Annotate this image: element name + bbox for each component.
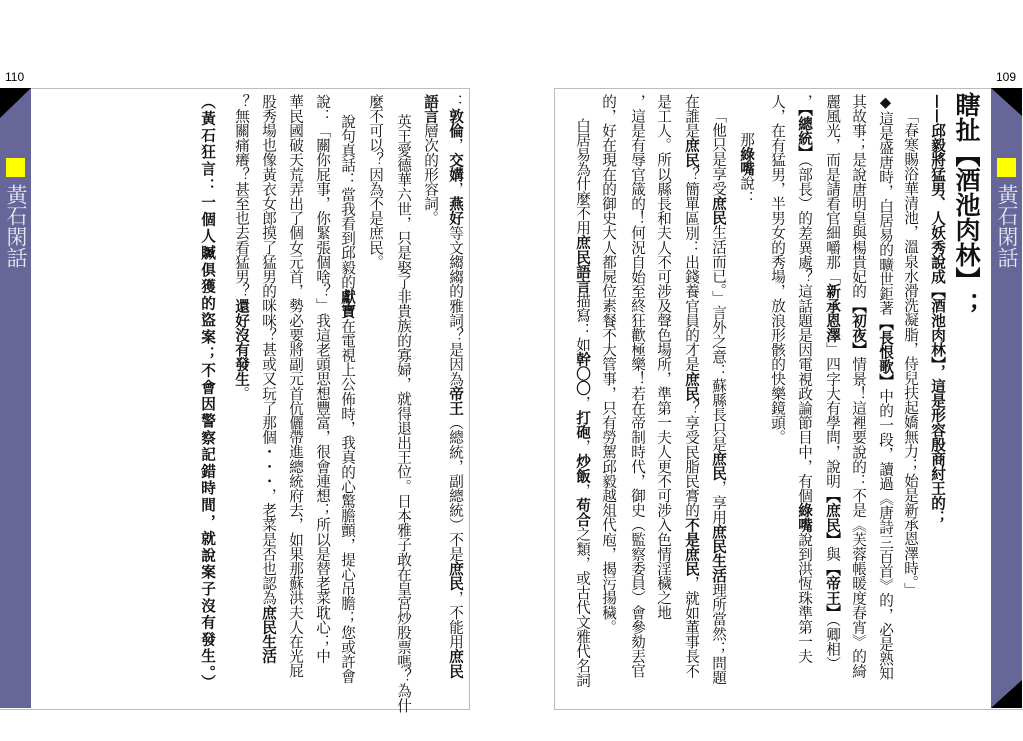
text-column <box>733 132 759 205</box>
text: 說句真話：當我看到邱毅的 <box>339 114 356 290</box>
text-column <box>624 94 650 678</box>
text: ，這是有辱官箴的！何況自始至終狂歡極樂！若在帝制時代，御史（監察委員）會參劾丟官 <box>629 94 646 678</box>
text-column <box>705 108 731 685</box>
text: 中的一段，讀過《唐詩三百首》的，必是熟知 <box>877 388 894 681</box>
text: 說到洪恆珠準第一夫 <box>796 532 813 664</box>
text: 」四字大有學問，說明 <box>824 342 841 489</box>
text-column <box>255 94 281 663</box>
bold-text: 新承恩澤 <box>824 283 841 343</box>
text: 等文縐縐的雅詞？是因為 <box>447 225 464 387</box>
bold-text: 獻寶 <box>339 289 356 319</box>
bold-text: 語言 <box>422 94 439 124</box>
text: ， <box>447 181 464 197</box>
text-column <box>309 94 335 663</box>
text-column <box>872 94 898 680</box>
bold-text: 庶民 <box>683 371 700 401</box>
corner-triangle-bottom <box>991 680 1022 708</box>
text-column <box>678 94 704 678</box>
text-column <box>791 94 817 663</box>
text: ？簡單區別：出錢養官員的才是 <box>683 167 700 372</box>
text: ，不能用 <box>447 590 464 649</box>
text: ， <box>796 94 813 109</box>
bold-text: 庶民生活 <box>260 605 277 664</box>
text-column <box>282 94 308 678</box>
text: ◆這是盛唐時，白居易的曠世鉅著 <box>877 94 894 316</box>
text: 。 <box>233 386 250 401</box>
text: 層次的形容詞。 <box>422 123 439 226</box>
text-column <box>417 94 443 225</box>
text-column <box>362 94 388 269</box>
text: 說： <box>738 175 755 206</box>
bold-text: 綠嘴 <box>796 502 813 533</box>
bold-text: 庶民 <box>447 561 464 591</box>
bold-text: 燕好 <box>447 196 464 226</box>
bold-text: 【初夜】 <box>850 298 867 357</box>
text: 英王愛德華六世，只是娶了非貴族的寡婦，就得退出王位。日本雅子敢在皇宮炒股票嗎？為什 <box>395 114 412 713</box>
text: （總統，副總統）不是 <box>447 415 464 562</box>
text: 麗風光，而是請看官細嚼那「 <box>824 94 841 284</box>
text: 生活而已。」言外之意：蘇縣長只是 <box>710 224 727 452</box>
article-title <box>950 92 982 317</box>
bold-text: 帝王 <box>447 386 464 416</box>
text: ？享受民脂民膏的 <box>683 400 700 518</box>
bold-text: 不是庶民 <box>683 517 700 576</box>
text-column <box>897 108 923 597</box>
page-number-left: 110 <box>5 70 25 84</box>
bold-text: 綠嘴 <box>738 146 755 176</box>
text-column <box>442 94 468 678</box>
bold-text: 【庶民】 <box>824 488 841 547</box>
text-column <box>924 94 950 525</box>
bold-text: 苟合 <box>574 497 591 527</box>
bold-text: （黃石狂言：一個人贓俱獲的盜案；不會因警察記錯時間，就說案子沒有發生。） <box>199 94 216 692</box>
bold-text: 【總統】 <box>796 108 813 160</box>
bold-text: 【長恨歌】 <box>877 315 894 389</box>
title-text: 瞎扯 <box>952 92 981 142</box>
text: 白居易為什麼不用 <box>574 118 591 235</box>
tab-label: 黃石閑話 <box>995 184 1019 268</box>
page-number-right: 109 <box>996 70 1017 84</box>
text: 與 <box>824 546 841 562</box>
text: ？無關痛癢？甚至也去看猛男？ <box>233 94 250 299</box>
tab-label: 黃石閑話 <box>4 184 28 268</box>
bold-text: ——邱毅將猛男、人妖秀說成【酒池肉林】，這是形容殷商紂王的； <box>929 94 946 525</box>
text: 股秀場也像黃衣女郎摸了猛男的咪咪？甚或又玩了那個・・・，老菜是否也認為 <box>260 94 277 605</box>
text: 那 <box>738 132 755 147</box>
text: 在電視上公佈時，我真的心驚膽顫，提心吊膽；您或許會 <box>339 318 356 684</box>
corner-triangle-top <box>991 88 1022 116</box>
title-bracket-text: 【酒池肉林】 <box>952 142 981 292</box>
text: 「春寒賜浴華清池，溫泉水滑洗凝脂，侍兒扶起嬌無力；始是新承恩澤時。」 <box>902 108 919 598</box>
bold-text: 庶民生活 <box>710 524 727 583</box>
text: 描寫：如 <box>574 293 591 352</box>
text: ，就如董事長不 <box>683 575 700 679</box>
text: 人，在有猛男，半男女的秀場，放浪形骸的快樂鏡頭。 <box>769 94 786 445</box>
section-tab-right <box>991 88 1022 708</box>
yellow-square-icon <box>6 158 25 177</box>
text: ， <box>574 395 591 411</box>
text-column <box>819 94 845 671</box>
text-column <box>569 118 595 687</box>
bold-text: 庶民 <box>683 137 700 168</box>
text: 麼不可以？因為不是庶民。 <box>367 94 384 270</box>
text: ，享用 <box>710 480 727 525</box>
text: （卿相） <box>824 619 841 671</box>
bold-text: 敦倫 <box>447 108 464 138</box>
bold-text: 還好沒有發生 <box>233 298 250 387</box>
text-column <box>650 94 676 620</box>
corner-triangle-top <box>0 88 31 118</box>
bold-text: 幹〇〇 <box>574 351 591 396</box>
text-column <box>764 94 790 444</box>
bold-text: 【帝王】 <box>824 561 841 620</box>
text-column <box>845 94 871 678</box>
bold-text: 炒飯 <box>574 453 591 484</box>
bold-text: 庶民 <box>710 195 727 225</box>
text-column <box>334 114 360 683</box>
bold-text: 庶民語言 <box>574 234 591 294</box>
text: 在誰是 <box>683 94 700 138</box>
text: 情景！這裡要說的：不是《芙蓉帳暖度春宵》的綺 <box>850 356 867 679</box>
section-tab-left <box>0 88 31 708</box>
bold-text: 交媾 <box>447 152 464 182</box>
text: 的，好在現在的御史大人都屍位素餐不大管事，只有勞駕邱毅越俎代庖，揭污揚穢。 <box>600 94 617 635</box>
text: ， <box>574 439 591 454</box>
text-column <box>194 94 220 692</box>
bold-text: 庶民 <box>447 648 464 679</box>
text: 是工人。所以縣長和夫人不可涉及聲色場所，準第一夫人更不可涉入色情淫穢之地 <box>655 94 672 620</box>
text-column <box>390 114 416 713</box>
text: （部長）的差異處？這話題是因電視政論節目中，有個 <box>796 159 813 503</box>
title-punct: ； <box>952 292 981 317</box>
text: ： <box>447 94 464 109</box>
bold-text: 庶民 <box>710 451 727 481</box>
text: 「他只是享受 <box>710 108 727 196</box>
text: 之類，或古代文雅代名詞 <box>574 526 591 688</box>
text: ， <box>447 137 464 153</box>
text: ， <box>574 483 591 498</box>
bold-text: 打砲 <box>574 410 591 440</box>
yellow-square-icon <box>997 158 1016 177</box>
text: 理所當然；問題 <box>710 582 727 685</box>
text-column <box>228 94 254 401</box>
text: 其故事；是說唐明皇與楊貴妃的 <box>850 94 867 299</box>
text: 說：「關你屁事，你緊張個啥？」我這老頭思想豐富，很會連想；所以是替老菜耽心；中 <box>314 94 331 664</box>
text: 華民國破天荒弄出了個女元首，勢必要將副元首伉儷帶進總統府去，如果那蘇洪夫人在光屁 <box>287 94 304 678</box>
text-column <box>595 94 621 634</box>
